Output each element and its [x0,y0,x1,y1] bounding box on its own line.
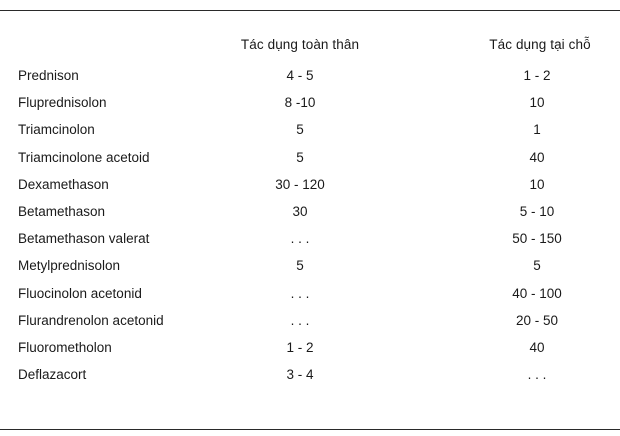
local-value: 10 [529,95,545,111]
table-header [0,37,620,55]
drug-name: Deflazacort [18,367,87,383]
table-row [0,203,620,230]
table-row [0,67,620,94]
table-row [0,121,620,148]
local-value: 10 [529,176,545,192]
drug-name: Triamcinolone acetoid [18,149,150,165]
local-value: 50 - 150 [512,231,562,247]
local-value: 40 [529,339,545,355]
table-row [0,94,620,121]
systemic-value: 8 -10 [284,95,316,111]
local-value: 40 - 100 [512,285,562,301]
table-row [0,339,620,366]
table-row [0,285,620,312]
systemic-value: 30 - 120 [275,176,325,192]
systemic-value: . . . [290,231,310,247]
table-row [0,149,620,176]
systemic-value: 30 [292,203,308,219]
local-value: 20 - 50 [515,312,559,328]
local-value: 1 - 2 [523,68,551,83]
systemic-value: 5 [296,149,304,165]
drug-name: Metylprednisolon [18,258,121,274]
table-row [0,366,620,393]
drug-name: Fluocinolon acetonid [18,285,142,301]
table-top-rule [0,10,620,11]
drug-name: Fluorometholon [18,339,112,355]
header-local-effect: Tác dụng tại chỗ [489,37,591,52]
systemic-value: . . . [290,285,310,301]
local-value: . . . [527,367,547,383]
drug-name: Fluprednisolon [18,95,107,111]
table-row [0,176,620,203]
header-systemic-effect: Tác dụng toàn thân [240,37,360,52]
drug-name: Betamethason valerat [18,231,150,247]
local-value: 5 - 10 [519,203,555,219]
systemic-value: 4 - 5 [286,68,314,83]
table-row [0,312,620,339]
table-row [0,257,620,284]
local-value: 1 [533,122,541,138]
table-bottom-rule [0,429,620,430]
table-row [0,230,620,257]
drug-name: Triamcinolon [18,122,95,138]
drug-name: Betamethason [18,203,106,219]
drug-name: Flurandrenolon acetonid [18,312,164,328]
drug-name: Dexamethason [18,176,109,192]
local-value: 40 [529,149,545,165]
systemic-value: 1 - 2 [286,339,314,355]
systemic-value: . . . [290,312,310,328]
systemic-value: 5 [296,122,304,138]
systemic-value: 3 - 4 [286,367,314,383]
table-body [0,67,620,393]
local-value: 5 [533,258,541,274]
drug-name: Prednison [18,68,79,83]
systemic-value: 5 [296,258,304,274]
